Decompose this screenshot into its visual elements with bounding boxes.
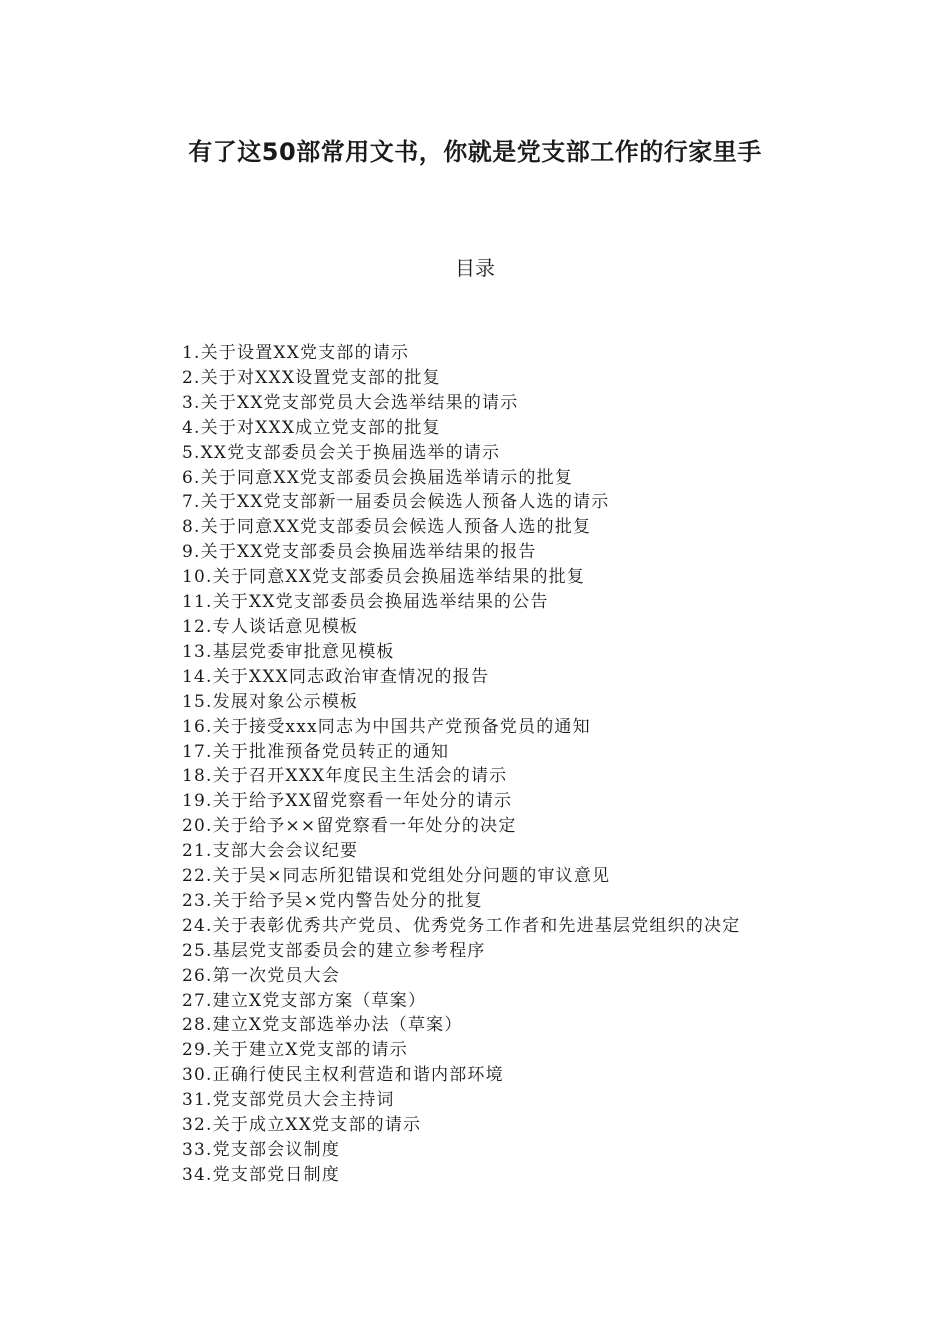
toc-item: 10.关于同意XX党支部委员会换届选举结果的批复 bbox=[182, 567, 586, 588]
toc-item: 4.关于对XXX成立党支部的批复 bbox=[182, 417, 441, 438]
toc-item: 11.关于XX党支部委员会换届选举结果的公告 bbox=[182, 592, 549, 613]
toc-item: 1.关于设置XX党支部的请示 bbox=[182, 343, 410, 363]
toc-item: 19.关于给予XX留党察看一年处分的请示 bbox=[182, 791, 513, 812]
toc-item: 18.关于召开XXX年度民主生活会的请示 bbox=[182, 766, 508, 787]
toc-item: 13.基层党委审批意见模板 bbox=[182, 641, 395, 662]
toc-item: 30.正确行使民主权利营造和谐内部环境 bbox=[182, 1065, 504, 1086]
toc-heading: 目录 bbox=[455, 256, 495, 280]
toc-item: 6.关于同意XX党支部委员会换届选举请示的批复 bbox=[182, 467, 574, 488]
toc-item: 5.XX党支部委员会关于换届选举的请示 bbox=[182, 442, 501, 463]
document-title: 有了这50部常用文书，你就是党支部工作的行家里手 bbox=[188, 138, 762, 166]
toc-item: 22.关于吴×同志所犯错误和党组处分问题的审议意见 bbox=[182, 866, 611, 887]
toc-item: 9.关于XX党支部委员会换届选举结果的报告 bbox=[182, 542, 537, 563]
toc-item: 21.支部大会会议纪要 bbox=[182, 841, 359, 862]
toc-item: 12.专人谈话意见模板 bbox=[182, 616, 359, 637]
toc-item: 27.建立X党支部方案（草案） bbox=[182, 990, 427, 1011]
toc-item: 7.关于XX党支部新一届委员会候选人预备人选的请示 bbox=[182, 492, 610, 513]
toc-item: 14.关于XXX同志政治审查情况的报告 bbox=[182, 666, 490, 687]
toc-item: 33.党支部会议制度 bbox=[182, 1140, 341, 1160]
toc-item: 23.关于给予吴×党内警告处分的批复 bbox=[182, 890, 483, 911]
toc-item: 2.关于对XXX设置党支部的批复 bbox=[182, 367, 441, 388]
toc-item: 25.基层党支部委员会的建立参考程序 bbox=[182, 940, 486, 961]
toc-item: 24.关于表彰优秀共产党员、优秀党务工作者和先进基层党组织的决定 bbox=[182, 915, 741, 936]
toc-item: 16.关于接受xxx同志为中国共产党预备党员的通知 bbox=[182, 716, 591, 737]
toc-item: 32.关于成立XX党支部的请示 bbox=[182, 1115, 422, 1136]
table-of-contents bbox=[145, 341, 810, 1188]
toc-item: 34.党支部党日制度 bbox=[182, 1164, 341, 1185]
toc-item: 8.关于同意XX党支部委员会候选人预备人选的批复 bbox=[182, 517, 592, 538]
toc-item: 17.关于批准预备党员转正的通知 bbox=[182, 741, 450, 762]
toc-item: 20.关于给予××留党察看一年处分的决定 bbox=[182, 816, 517, 837]
toc-item: 29.关于建立X党支部的请示 bbox=[182, 1040, 408, 1061]
toc-item: 3.关于XX党支部党员大会选举结果的请示 bbox=[182, 392, 519, 413]
toc-item: 31.党支部党员大会主持词 bbox=[182, 1090, 395, 1111]
toc-item: 28.建立X党支部选举办法（草案） bbox=[182, 1015, 463, 1036]
toc-item: 26.第一次党员大会 bbox=[182, 965, 341, 986]
toc-item: 15.发展对象公示模板 bbox=[182, 691, 359, 712]
